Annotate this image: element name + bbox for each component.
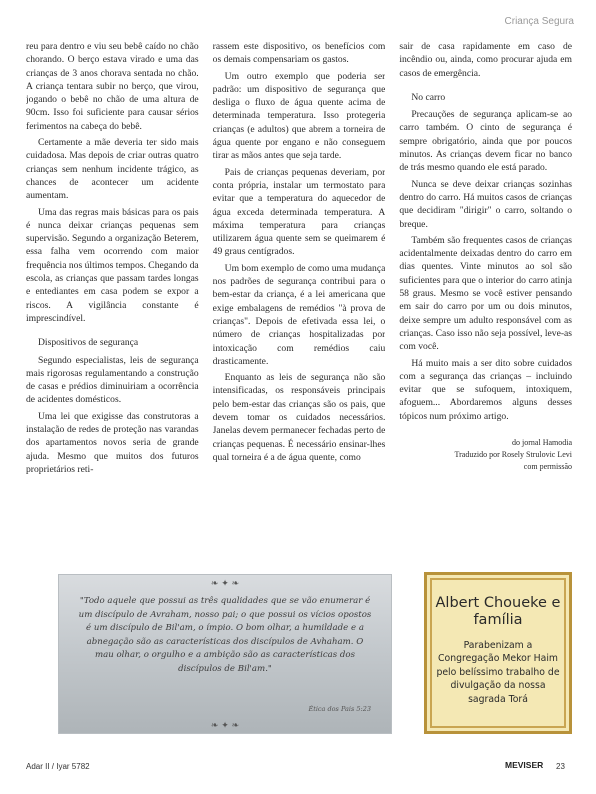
credit-line: Traduzido por Rosely Strulovic Levi (454, 450, 573, 460)
section-heading: No carro (411, 91, 446, 103)
credit-line: com permissão (523, 462, 573, 472)
ad-title: Albert Choueke e família (435, 595, 561, 628)
article-columns (26, 40, 572, 560)
ad-body: Parabenizam a Congregação Mekor Haim pelo belíssimo trabalho de divulgação da nossa sagrada Torá (436, 640, 560, 705)
paragraph: Certamente a mãe deveria ter sido mais cuidadosa. Mas depois de criar outras quatro crianças sem nenhum incidente trágico, as chances de acontecer um acidente aumentam. (26, 137, 199, 202)
credit-line: do jornal Hamodia (512, 438, 573, 448)
page-number: 23 (556, 762, 565, 771)
ornament-bottom-icon: ❧ ✦ ❧ (210, 721, 240, 731)
quote-source: Ética dos Pais 5:23 (308, 705, 371, 714)
paragraph: Uma das regras mais básicas para os pais é nunca deixar crianças pequenas sem supervisão. Segundo a organização Beterem, essa falha vem ocorrendo com maior frequência nos últimos tempos. Chegando da escola, as crianças que passam tardes longas e entediantes em casa podem se expor a riscos. A vigilância constante é imprescindível. (26, 206, 199, 324)
paragraph: Pais de crianças pequenas deveriam, por conta própria, instalar um termostato para evitar que a temperatura do aquecedor de água exceda determinada temperatura. A máxima temperatura para crianças utilizarem água quente sem se queimarem é 49 graus centígrados. (212, 166, 386, 258)
paragraph: Precauções de segurança aplicam-se ao carro também. O cinto de segurança é sempre obrigatório, ainda que por poucos minutos. As crianças devem ficar no banco de trás mesmo quando ele está parado. (399, 109, 573, 174)
article-column-3 (399, 40, 572, 560)
quote-box (58, 574, 392, 734)
paragraph: Um bom exemplo de como uma mudança nos padrões de segurança contribui para o bem-estar da criança, é a lei americana que exige embalagens de remédios "à prova de crianças". Depois de efetivada essa lei, o número de crianças hospitalizadas por intoxicação com remédios caiu drasticamente. (212, 262, 386, 367)
paragraph: Há muito mais a ser dito sobre cuidados com a segurança das crianças – incluindo evitar que se sufoquem, intoxiquem, afoguem... Abordaremos alguns desses tópicos num próximo artigo. (399, 357, 573, 422)
paragraph: Segundo especialistas, leis de segurança mais rigorosas regulamentando a construção de casas e prédios diminuiriam a ocorrência de acidentes domésticos. (26, 354, 199, 406)
quote-text: "Todo aquele que possui as três qualidades que se vão enumerar é um discípulo de Avraham, nosso pai; o que possui os vícios opostos é um discípulo de Bil'am, o ímpio. O bom olhar, a humildade e a abnegação são as características dos discípulos de Avhaham. O mau olhar, o orgulho e a ambição são as características dos discípulos de Bil'am." (78, 596, 372, 674)
paragraph: Uma lei que exigisse das construtoras a instalação de redes de proteção nas varandas dos apartamentos novos seria de grande ajuda. Mesmo que muitos dos futuros proprietários reti- (26, 410, 199, 475)
section-label: Criança Segura (504, 16, 574, 27)
ornament-top-icon: ❧ ✦ ❧ (210, 579, 240, 589)
congratulation-ad (424, 572, 572, 734)
article-column-2 (213, 40, 386, 560)
article-column-1 (26, 40, 199, 560)
paragraph: rassem este dispositivo, os benefícios com os demais compensariam os gastos. (212, 41, 386, 66)
section-heading: Dispositivos de segurança (38, 337, 139, 349)
article-credit (399, 437, 572, 473)
paragraph: Nunca se deve deixar crianças sozinhas dentro do carro. Há muitos casos de crianças que decidiram "dirigir" o carro, soltando o breque. (399, 178, 573, 230)
paragraph: Um outro exemplo que poderia ser padrão: um dispositivo de segurança que desliga o fluxo de água quente acima de determinada temperatura. Isso protegeria crianças (e adultos) que abrem a torneira de água quente por engano e não conseguem tirar as mãos antes que seja tarde. (212, 70, 386, 162)
footer-issue: Adar II / Iyar 5782 (26, 762, 90, 771)
footer-logo: MEVISER (505, 760, 544, 770)
paragraph: reu para dentro e viu seu bebê caído no chão chorando. O berço estava virado e uma das crianças de 3 anos chorava sentada no chão. A criança tentara subir no berço, que virou, jogando o bebê no chão de uma altura de 90cm. Isso foi suficiente para causar sérios ferimentos na cabeça do bebê. (26, 41, 199, 132)
paragraph: Também são frequentes casos de crianças acidentalmente deixadas dentro do carro em dias quentes. Vinte minutos ao sol são suficientes para que o interior do carro atinja 58 graus. Mesmo se você estiver pensando em sair do carro por um ou dois minutos, deixe sempre um adulto responsável com as crianças. Caso isso não seja possível, leve-as com você. (399, 234, 573, 353)
paragraph: sair de casa rapidamente em caso de incêndio ou, ainda, como procurar ajuda em casos de emergência. (399, 41, 573, 79)
paragraph: Enquanto as leis de segurança não são intensificadas, os responsáveis principais pelo bem-estar das crianças são os pais, que devem tomar os cuidados necessários. Janelas devem permanecer fechadas perto de crianças pequenas. É necessário ensinar-lhes qual torneira é a de água quente, como (212, 372, 386, 463)
